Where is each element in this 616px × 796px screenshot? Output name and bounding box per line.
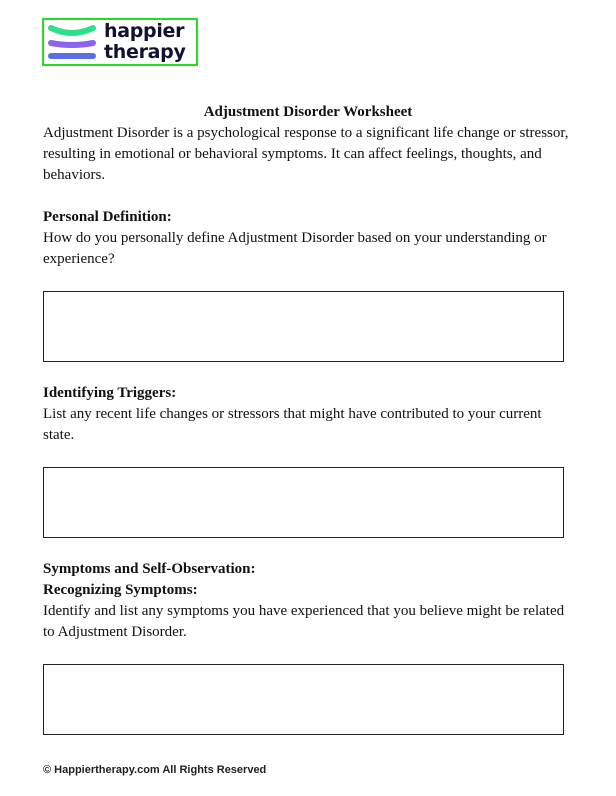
section-prompt-identifying-triggers: List any recent life changes or stressors that might have contributed to your current state. (43, 406, 542, 443)
footer-copyright: © Happiertherapy.com All Rights Reserved (43, 764, 267, 776)
section-subheading-recognizing-symptoms: Recognizing Symptoms: (43, 582, 198, 598)
answer-box-personal-definition[interactable] (43, 291, 564, 362)
worksheet-intro: Adjustment Disorder is a psychological response to a significant life change or stressor, resulting in emotional or behavioral symptoms. It can affect feelings, thoughts, and behaviors. (43, 125, 569, 183)
worksheet (43, 102, 573, 735)
answer-box-identifying-triggers[interactable] (43, 467, 564, 538)
worksheet-title: Adjustment Disorder Worksheet (203, 104, 413, 120)
section-heading-symptoms: Symptoms and Self-Observation: (43, 561, 256, 577)
section-prompt-recognizing-symptoms: Identify and list any symptoms you have experienced that you believe might be related to Adjustment Disorder. (43, 603, 565, 640)
logo-wordmark (104, 21, 186, 63)
logo-line-1: happier (104, 20, 185, 42)
answer-box-recognizing-symptoms[interactable] (43, 664, 564, 735)
section-prompt-personal-definition: How do you personally define Adjustment Disorder based on your understanding or experience? (43, 230, 547, 267)
section-heading-identifying-triggers: Identifying Triggers: (43, 385, 177, 401)
logo-stripes-icon (46, 23, 102, 63)
section-heading-personal-definition: Personal Definition: (43, 209, 172, 225)
happier-therapy-logo (42, 18, 198, 66)
logo-line-2: therapy (104, 41, 186, 63)
